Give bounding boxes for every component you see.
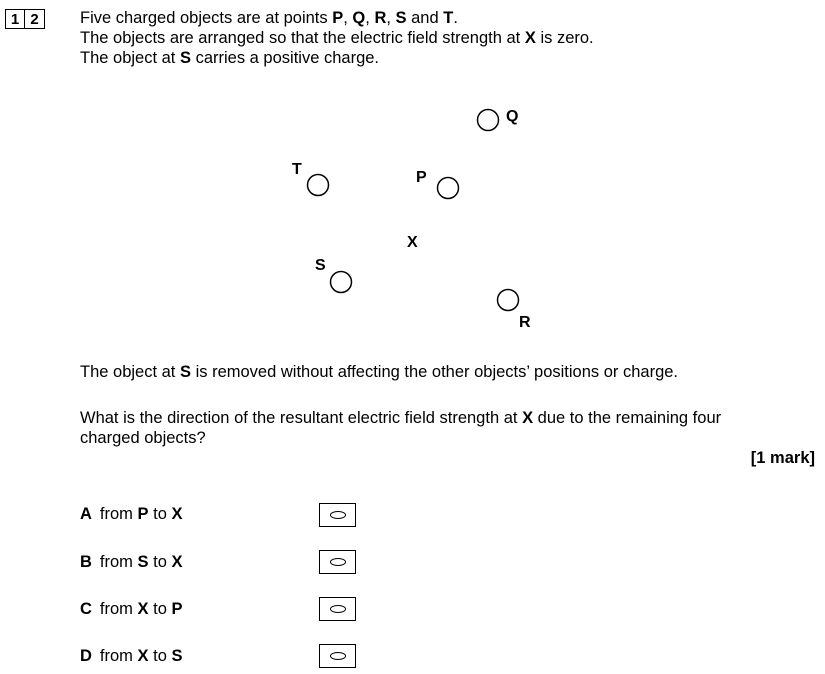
question-number-digit-2: 2 [25, 9, 45, 29]
object-s-circle [331, 272, 352, 293]
label-s: S [315, 257, 326, 274]
question-line-1: What is the direction of the resultant electric field strength at X due to the remaining four [80, 409, 722, 427]
option-b-oval-icon [330, 558, 346, 566]
stem-line-3: The object at S carries a positive charge. [80, 49, 380, 67]
marks-label: [1 mark] [750, 449, 815, 467]
option-c-label: C from X to P [80, 600, 183, 618]
removal-text: The object at S is removed without affecting the other objects’ positions or charge. [80, 363, 679, 381]
option-a-label: A from P to X [80, 505, 183, 523]
label-q: Q [506, 108, 519, 125]
option-c-oval-icon [330, 605, 346, 613]
option-d-label: D from X to S [80, 647, 183, 665]
question-line-2: charged objects? [80, 429, 206, 447]
option-d-answer-box[interactable] [319, 644, 356, 668]
label-x: X [407, 234, 418, 251]
object-p-circle [438, 178, 459, 199]
stem-line-1: Five charged objects are at points P, Q, R, S and T. [80, 9, 458, 27]
label-t: T [292, 161, 302, 178]
stem-line-2: The objects are arranged so that the electric field strength at X is zero. [80, 29, 594, 47]
label-p: P [416, 169, 427, 186]
object-r-circle [498, 290, 519, 311]
option-d-oval-icon [330, 652, 346, 660]
object-t-circle [308, 175, 329, 196]
option-a-oval-icon [330, 511, 346, 519]
label-r: R [519, 314, 531, 331]
option-b-label: B from S to X [80, 553, 183, 571]
option-c-answer-box[interactable] [319, 597, 356, 621]
option-b-answer-box[interactable] [319, 550, 356, 574]
object-q-circle [478, 110, 499, 131]
option-a-answer-box[interactable] [319, 503, 356, 527]
question-number-digit-1: 1 [5, 9, 25, 29]
